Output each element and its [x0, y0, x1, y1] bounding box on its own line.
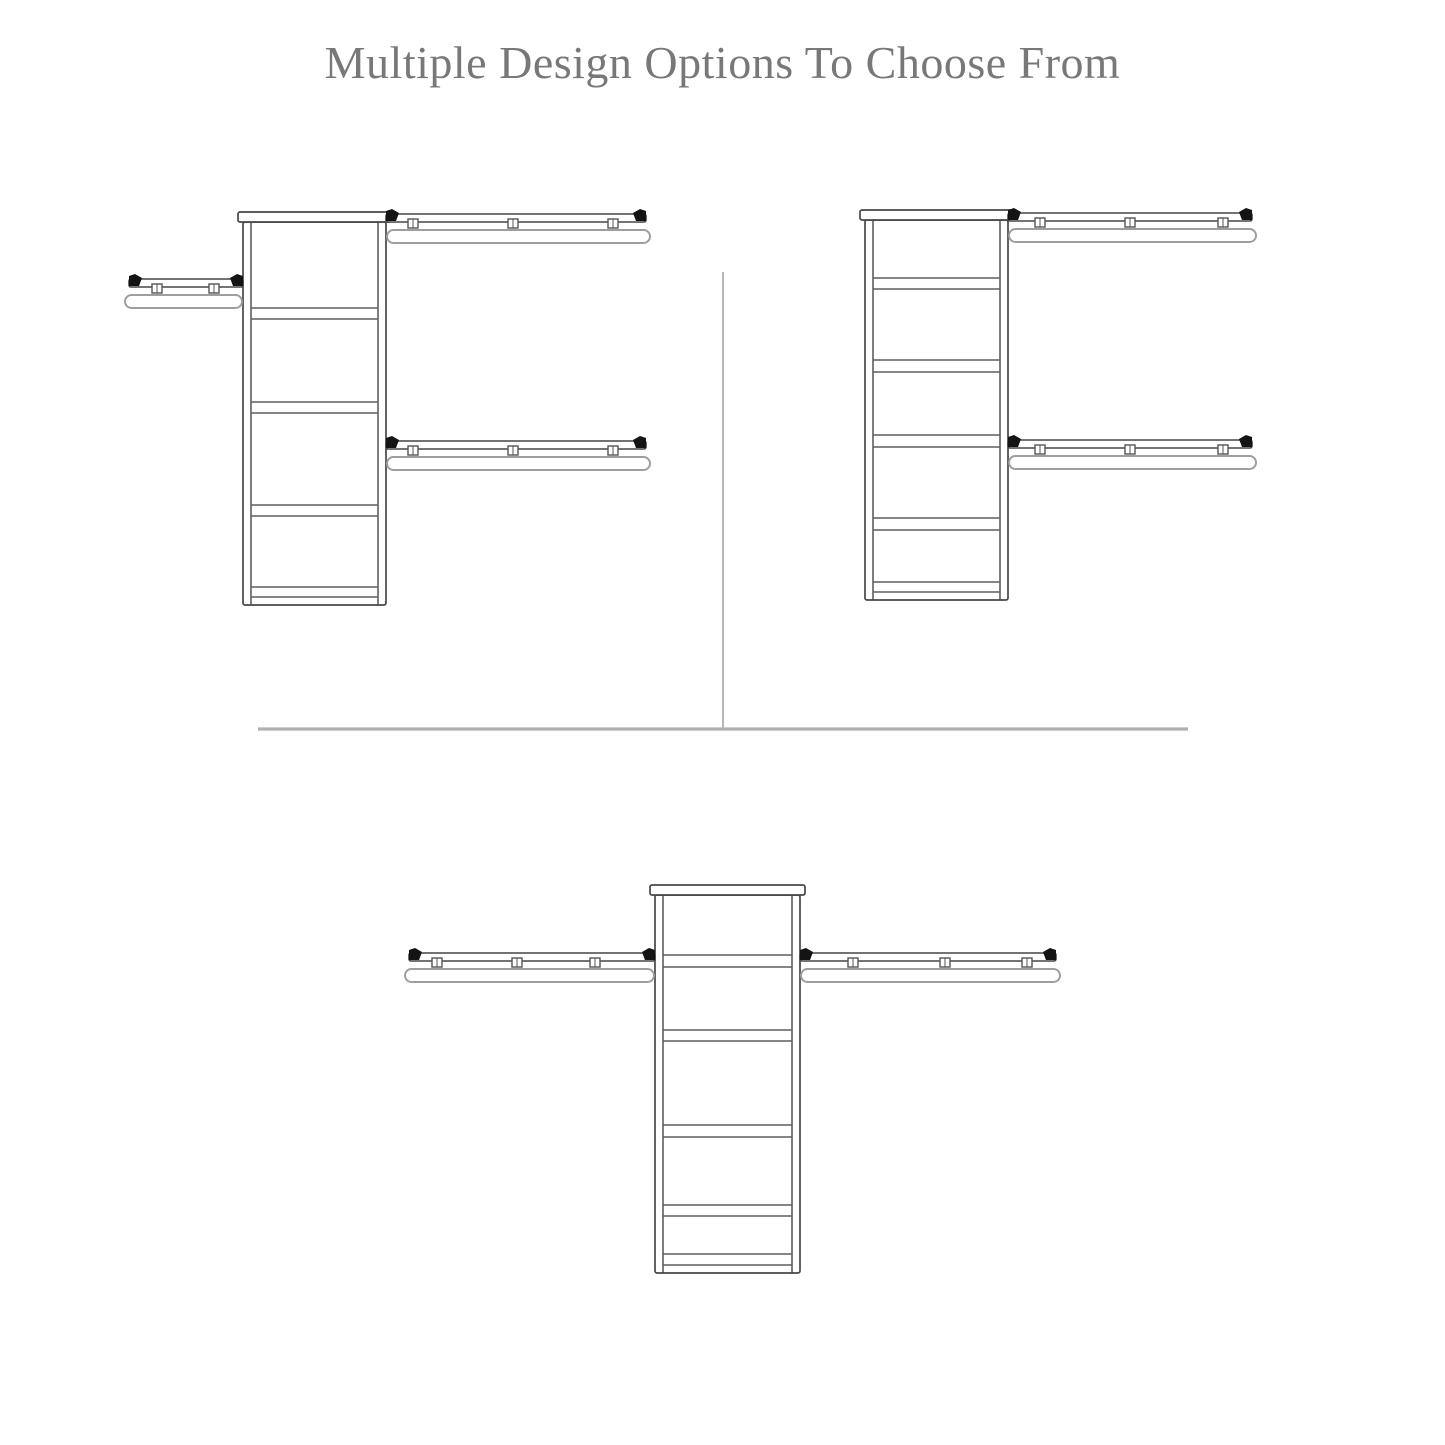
rod-hook: [512, 958, 522, 967]
rod-hook: [608, 446, 618, 455]
tower-top-cap: [860, 210, 1013, 220]
hanging-rod: [386, 209, 650, 243]
shelf-tower: [650, 885, 805, 1273]
rod-hook: [1035, 445, 1045, 454]
rod-hook: [940, 958, 950, 967]
shelf-tower: [238, 212, 391, 605]
rod-hook: [408, 219, 418, 228]
rod-hook: [590, 958, 600, 967]
rod-hook: [1218, 218, 1228, 227]
rod-hook: [1218, 445, 1228, 454]
rod-hook: [848, 958, 858, 967]
hanging-rod: [405, 948, 655, 982]
hanging-rod: [800, 948, 1060, 982]
shelf-tower: [860, 210, 1013, 600]
hanging-rod: [1008, 435, 1256, 469]
hanging-rod: [1008, 208, 1256, 242]
rod-hook: [209, 284, 219, 293]
rod-rail: [129, 279, 243, 287]
design-option-1: [125, 209, 650, 605]
rod-hook: [1125, 218, 1135, 227]
rod-bar: [801, 969, 1060, 982]
hanging-rod: [386, 436, 650, 470]
rod-bar: [125, 295, 242, 308]
rod-bar: [1009, 456, 1256, 469]
design-option-2: [860, 208, 1256, 600]
rod-hook: [508, 219, 518, 228]
tower-top-cap: [238, 212, 391, 222]
tower-top-cap: [650, 885, 805, 895]
page-title: Multiple Design Options To Choose From: [324, 37, 1121, 88]
rod-hook: [1125, 445, 1135, 454]
hanging-rod: [125, 274, 243, 308]
rod-rail: [800, 953, 1056, 961]
rod-bar: [387, 230, 650, 243]
rod-bar: [1009, 229, 1256, 242]
rod-hook: [508, 446, 518, 455]
design-option-3: [405, 885, 1060, 1273]
rod-hook: [1022, 958, 1032, 967]
rod-hook: [432, 958, 442, 967]
rod-hook: [152, 284, 162, 293]
rod-hook: [608, 219, 618, 228]
rod-rail: [409, 953, 655, 961]
rod-bar: [387, 457, 650, 470]
tower-body: [865, 220, 1008, 600]
rod-hook: [1035, 218, 1045, 227]
rod-hook: [408, 446, 418, 455]
rod-bar: [405, 969, 654, 982]
